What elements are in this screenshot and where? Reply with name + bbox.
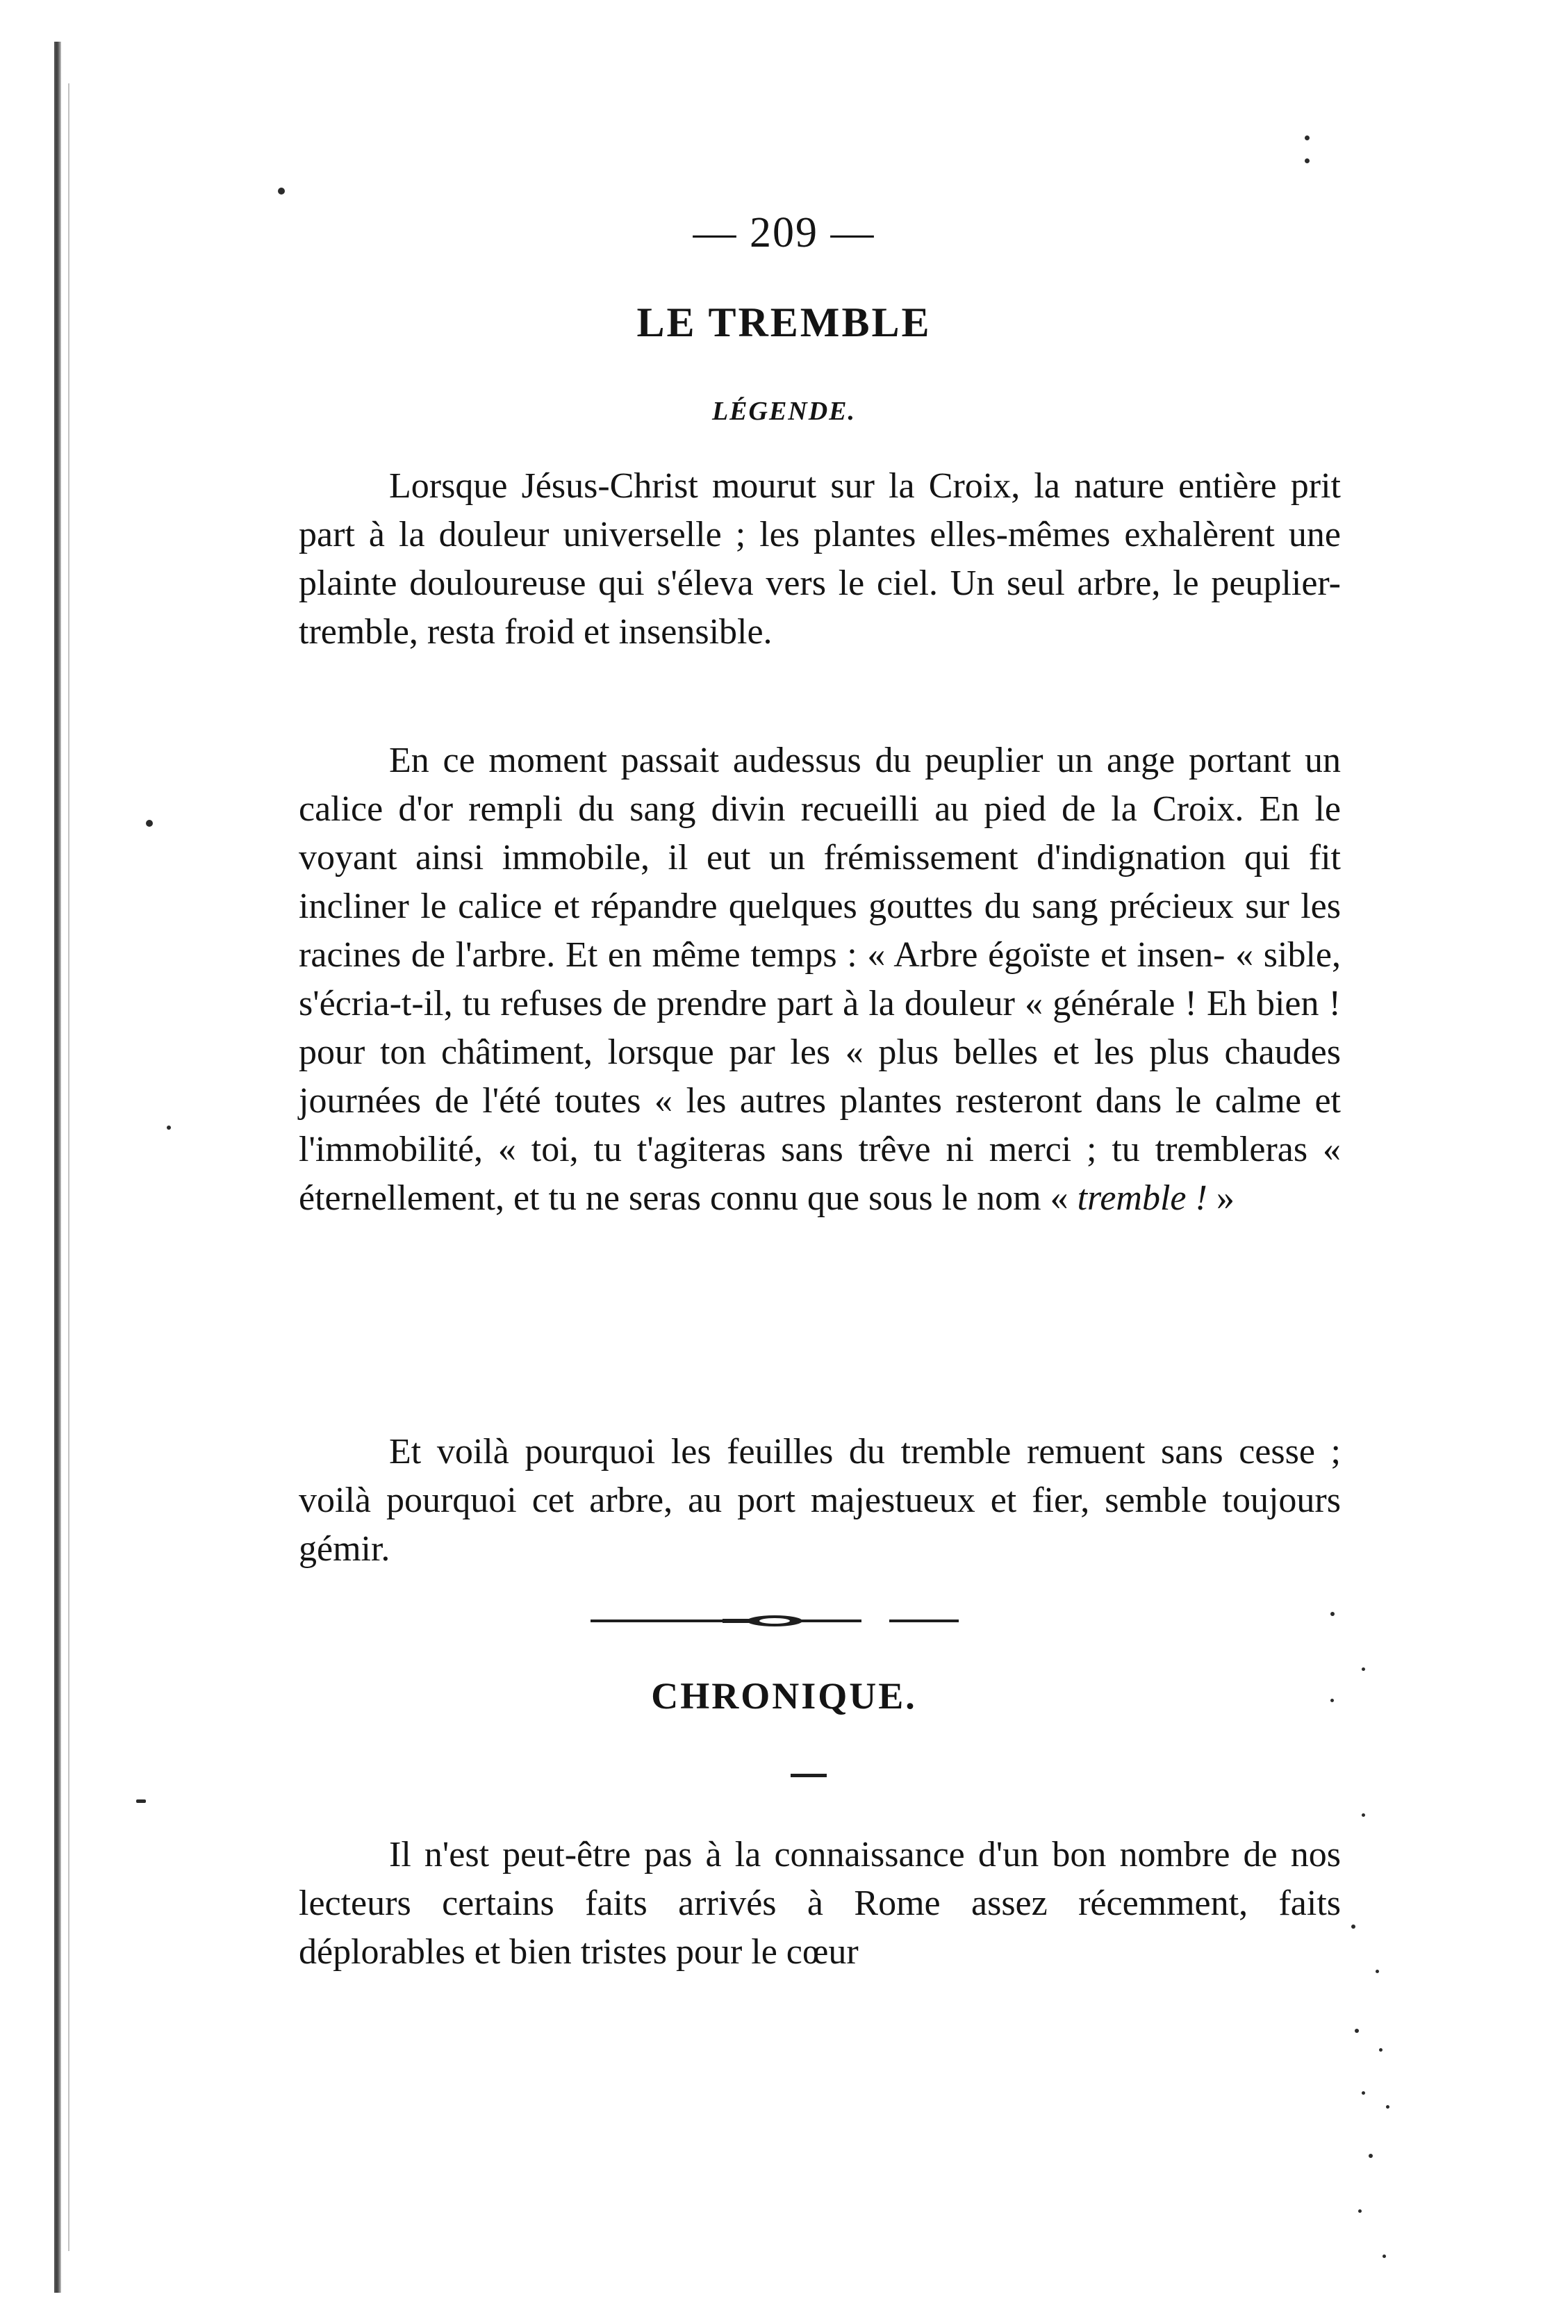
legend-paragraph-1 <box>299 462 1341 657</box>
scan-speckle <box>136 1799 146 1803</box>
paragraph-text: Et voilà pourquoi les feuilles du tremble remuent sans cesse ; voilà pourquoi cet arbre, au port majestueux et fier, semble toujours gémir. <box>299 1432 1341 1569</box>
book-spine-edge <box>54 42 61 2293</box>
short-rule <box>791 1774 827 1777</box>
scan-speckle <box>1383 2255 1386 2258</box>
scan-speckle <box>146 820 153 827</box>
scan-speckle <box>1386 2105 1389 2109</box>
scan-speckle <box>1351 1925 1355 1929</box>
paragraph-text: Il n'est peut-être pas à la connaissance d'un bon nombre de nos lecteurs certains faits arrivés à Rome assez récemment, faits déplorables et bien tristes pour le cœur <box>299 1835 1341 1972</box>
scan-speckle <box>1362 1667 1365 1671</box>
paragraph-text <box>299 736 1341 1223</box>
closing-quote: » <box>1207 1178 1235 1218</box>
scan-speckle <box>1369 2154 1373 2158</box>
scan-speckle <box>1379 2048 1383 2052</box>
scan-speckle <box>1376 1970 1379 1973</box>
paragraph-body: En ce moment passait audessus du peuplier un ange portant un calice d'or rempli du sang divin recueilli au pied de la Croix. En le voyant ainsi immobile, il eut un frémissement d'indignation qui fit incliner le calice et répandre quelques gouttes du sang précieux sur les racines de l'arbre. Et en même temps : « Arbre égoïste et insen- « sible, s'écria-t-il, tu refuses de prendre part à la douleur « générale ! Eh bien ! pour ton châtiment, lorsque par les « plus belles et les plus chaudes journées de l'été toutes « les autres plantes resteront dans le calme et l'immobilité, « toi, tu t'agiteras sans trêve ni merci ; tu trembleras « éternellement, et tu ne seras connu que sous le nom « <box>299 741 1341 1218</box>
page-number: — 209 — <box>693 209 875 256</box>
scan-speckle <box>1362 2091 1365 2095</box>
chronique-paragraph <box>299 1831 1341 1977</box>
scan-speckle <box>1355 2029 1359 2033</box>
emphasized-word: tremble ! <box>1077 1178 1207 1218</box>
scan-speckle <box>1305 158 1310 163</box>
paragraph-text: Lorsque Jésus-Christ mourut sur la Croix, la nature entière prit part à la douleur universelle ; les plantes elles-mêmes exhalèrent une plainte douloureuse qui s'éleva vers le ciel. Un seul arbre, le peuplier-tremble, resta froid et insensible. <box>299 466 1341 652</box>
scan-speckle <box>278 188 285 195</box>
ornamental-divider <box>591 1610 959 1631</box>
scan-speckle <box>1358 2209 1362 2213</box>
scan-speckle <box>1305 135 1310 140</box>
scan-speckle <box>167 1126 171 1130</box>
scan-speckle <box>1362 1813 1365 1817</box>
section-title: CHRONIQUE. <box>651 1675 917 1717</box>
legend-paragraph-2 <box>299 736 1341 1223</box>
scan-speckle <box>1330 1699 1334 1702</box>
article-title: LE TREMBLE <box>636 299 932 345</box>
legend-paragraph-3 <box>299 1428 1341 1574</box>
article-subtitle: LÉGENDE. <box>711 397 857 426</box>
scan-speckle <box>1330 1612 1335 1616</box>
